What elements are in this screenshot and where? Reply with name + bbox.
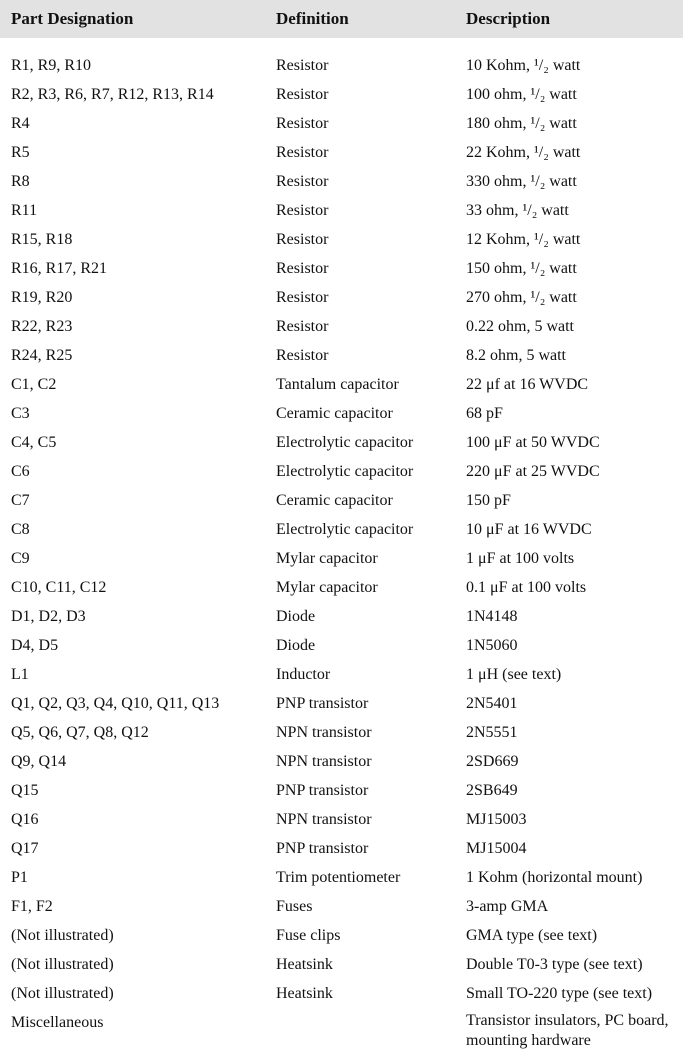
definition-cell: Mylar capacitor	[276, 550, 378, 567]
table-row	[0, 430, 700, 459]
table-row	[0, 198, 700, 227]
part-designation-cell: Q1, Q2, Q3, Q4, Q10, Q11, Q13	[11, 695, 220, 712]
definition-cell: PNP transistor	[276, 782, 369, 799]
description-cell: 2SD669	[466, 753, 519, 770]
table-row	[0, 894, 700, 923]
table-row	[0, 53, 700, 82]
definition-cell: Electrolytic capacitor	[276, 521, 414, 538]
description-cell: 100 ohm, ¹/₂ watt	[466, 86, 577, 103]
description-cell: 33 ohm, ¹/₂ watt	[466, 202, 569, 219]
part-designation-cell: C10, C11, C12	[11, 579, 107, 596]
description-cell: Double T0-3 type (see text)	[466, 956, 643, 973]
table-row	[0, 256, 700, 285]
definition-cell: Fuses	[276, 898, 313, 915]
table-row	[0, 82, 700, 111]
definition-cell: Resistor	[276, 115, 329, 132]
table-row	[0, 807, 700, 836]
part-designation-cell: C4, C5	[11, 434, 57, 451]
description-cell: 12 Kohm, ¹/₂ watt	[466, 231, 581, 248]
table-header-row	[0, 0, 683, 38]
table-row	[0, 749, 700, 778]
description-cell: 1N4148	[466, 608, 518, 625]
part-designation-cell: R15, R18	[11, 231, 73, 248]
table-row	[0, 517, 700, 546]
description-cell: 150 pF	[466, 492, 511, 509]
part-designation-cell: F1, F2	[11, 898, 53, 915]
definition-cell: NPN transistor	[276, 753, 372, 770]
description-cell: 10 Kohm, ¹/₂ watt	[466, 57, 581, 74]
definition-cell: Resistor	[276, 260, 329, 277]
part-designation-cell: D1, D2, D3	[11, 608, 86, 625]
definition-cell: Resistor	[276, 318, 329, 335]
header-description: Description	[466, 9, 551, 28]
table-row	[0, 1010, 700, 1054]
table-row	[0, 981, 700, 1010]
table-row	[0, 488, 700, 517]
part-designation-cell: Miscellaneous	[11, 1014, 104, 1031]
table-body	[0, 53, 700, 1054]
description-cell: 22 μf at 16 WVDC	[466, 376, 589, 393]
definition-cell: Heatsink	[276, 985, 333, 1002]
description-cell: 1 μH (see text)	[466, 666, 562, 683]
table-row	[0, 633, 700, 662]
definition-cell: Resistor	[276, 202, 329, 219]
part-designation-cell: (Not illustrated)	[11, 985, 114, 1002]
table-row	[0, 169, 700, 198]
table-row	[0, 691, 700, 720]
table-row	[0, 546, 700, 575]
description-cell: 100 μF at 50 WVDC	[466, 434, 600, 451]
table-row	[0, 314, 700, 343]
part-designation-cell: (Not illustrated)	[11, 927, 114, 944]
description-cell: 330 ohm, ¹/₂ watt	[466, 173, 577, 190]
table-row	[0, 140, 700, 169]
table-row	[0, 285, 700, 314]
part-designation-cell: R19, R20	[11, 289, 73, 306]
description-cell: 8.2 ohm, 5 watt	[466, 347, 566, 364]
definition-cell: Mylar capacitor	[276, 579, 378, 596]
table-row	[0, 111, 700, 140]
part-designation-cell: R16, R17, R21	[11, 260, 108, 277]
definition-cell: Fuse clips	[276, 927, 341, 944]
description-cell: 0.22 ohm, 5 watt	[466, 318, 574, 335]
part-designation-cell: R11	[11, 202, 38, 219]
table-row	[0, 372, 700, 401]
part-designation-cell: C7	[11, 492, 30, 509]
table-row	[0, 604, 700, 633]
definition-cell: Resistor	[276, 231, 329, 248]
description-cell: 3-amp GMA	[466, 898, 549, 915]
part-designation-cell: R2, R3, R6, R7, R12, R13, R14	[11, 86, 214, 103]
description-cell: Small TO-220 type (see text)	[466, 985, 653, 1002]
definition-cell: Resistor	[276, 86, 329, 103]
definition-cell: Tantalum capacitor	[276, 376, 399, 393]
part-designation-cell: (Not illustrated)	[11, 956, 114, 973]
description-cell: 0.1 μF at 100 volts	[466, 579, 587, 596]
table-row	[0, 575, 700, 604]
definition-cell: Resistor	[276, 347, 329, 364]
part-designation-cell: C1, C2	[11, 376, 57, 393]
description-cell: MJ15004	[466, 840, 527, 857]
definition-cell: Electrolytic capacitor	[276, 463, 414, 480]
header-definition: Definition	[276, 9, 349, 28]
table-row	[0, 720, 700, 749]
definition-cell: NPN transistor	[276, 724, 372, 741]
part-designation-cell: R8	[11, 173, 30, 190]
part-designation-cell: C9	[11, 550, 30, 567]
definition-cell: Trim potentiometer	[276, 869, 401, 886]
part-designation-cell: Q17	[11, 840, 39, 857]
part-designation-cell: P1	[11, 869, 28, 886]
definition-cell: Resistor	[276, 289, 329, 306]
definition-cell: Resistor	[276, 144, 329, 161]
description-cell: 270 ohm, ¹/₂ watt	[466, 289, 577, 306]
description-cell: 68 pF	[466, 405, 503, 422]
description-cell: 1 μF at 100 volts	[466, 550, 575, 567]
table-row	[0, 227, 700, 256]
table-row	[0, 459, 700, 488]
part-designation-cell: C8	[11, 521, 30, 538]
table-row	[0, 865, 700, 894]
table-row	[0, 952, 700, 981]
table-row	[0, 778, 700, 807]
table-row	[0, 836, 700, 865]
description-cell: GMA type (see text)	[466, 927, 598, 944]
table-row	[0, 923, 700, 952]
description-cell: 10 μF at 16 WVDC	[466, 521, 592, 538]
definition-cell: Ceramic capacitor	[276, 405, 393, 422]
description-cell: 180 ohm, ¹/₂ watt	[466, 115, 577, 132]
description-cell: 220 μF at 25 WVDC	[466, 463, 600, 480]
definition-cell: NPN transistor	[276, 811, 372, 828]
part-designation-cell: Q15	[11, 782, 39, 799]
description-cell: 2N5401	[466, 695, 518, 712]
part-designation-cell: R5	[11, 144, 30, 161]
part-designation-cell: C3	[11, 405, 30, 422]
definition-cell: Heatsink	[276, 956, 333, 973]
part-designation-cell: R4	[11, 115, 30, 132]
header-part-designation: Part Designation	[11, 9, 134, 28]
definition-cell: Electrolytic capacitor	[276, 434, 414, 451]
definition-cell: Resistor	[276, 57, 329, 74]
definition-cell: Resistor	[276, 173, 329, 190]
part-designation-cell: Q9, Q14	[11, 753, 67, 770]
description-cell: 22 Kohm, ¹/₂ watt	[466, 144, 581, 161]
definition-cell: Diode	[276, 637, 316, 654]
table-row	[0, 662, 700, 691]
description-cell: Transistor insulators, PC board, mounting hardware	[466, 1012, 669, 1049]
part-designation-cell: C6	[11, 463, 30, 480]
description-cell: 2SB649	[466, 782, 518, 799]
part-designation-cell: R24, R25	[11, 347, 73, 364]
part-designation-cell: R22, R23	[11, 318, 73, 335]
description-cell: 2N5551	[466, 724, 518, 741]
description-cell: MJ15003	[466, 811, 527, 828]
definition-cell: Diode	[276, 608, 316, 625]
part-designation-cell: Q5, Q6, Q7, Q8, Q12	[11, 724, 149, 741]
definition-cell: PNP transistor	[276, 840, 369, 857]
table-row	[0, 343, 700, 372]
part-designation-cell: R1, R9, R10	[11, 57, 92, 74]
part-designation-cell: Q16	[11, 811, 39, 828]
description-cell: 150 ohm, ¹/₂ watt	[466, 260, 577, 277]
definition-cell: PNP transistor	[276, 695, 369, 712]
definition-cell: Inductor	[276, 666, 331, 683]
part-designation-cell: L1	[11, 666, 29, 683]
part-designation-cell: D4, D5	[11, 637, 59, 654]
description-cell: 1N5060	[466, 637, 518, 654]
description-cell: 1 Kohm (horizontal mount)	[466, 869, 643, 886]
definition-cell: Ceramic capacitor	[276, 492, 393, 509]
table-row	[0, 401, 700, 430]
